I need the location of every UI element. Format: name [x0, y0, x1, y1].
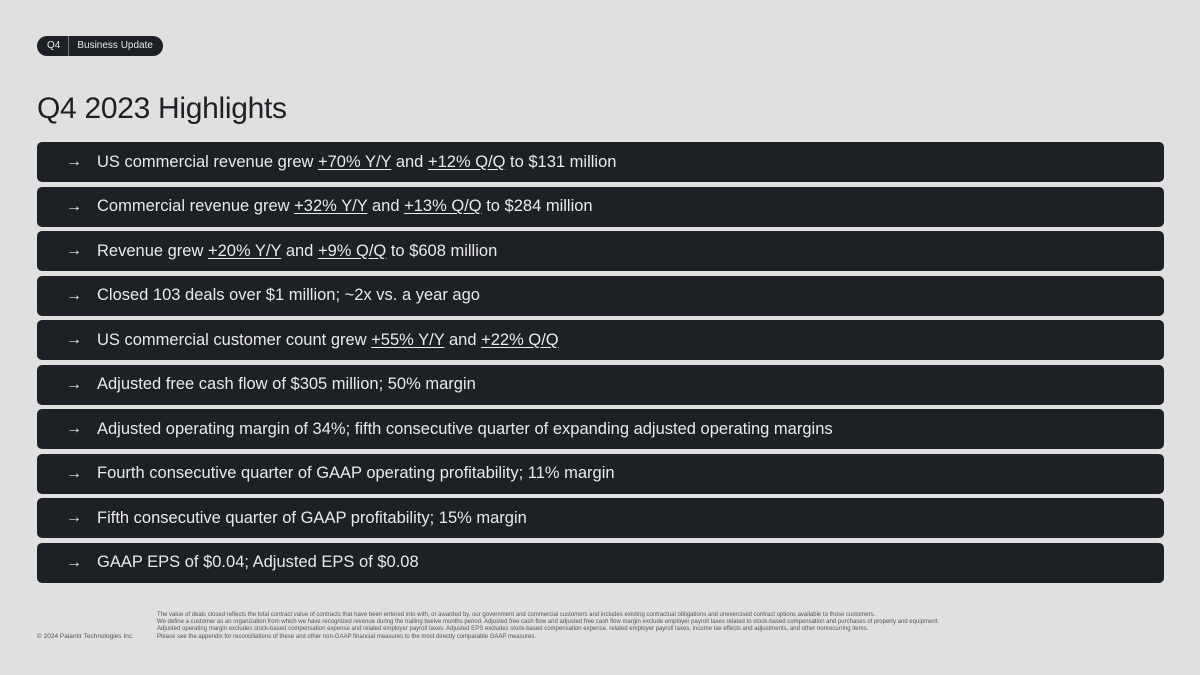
highlight-text	[82, 509, 527, 528]
arrow-right-icon: →	[66, 197, 82, 215]
footnote-line: Adjusted operating margin excludes stock-based compensation expense and related employer payroll taxes. Adjusted EPS excludes stock-based compensation expense, related employer payroll taxes, income tax effects and adjustments, and other nonrecurring items.	[157, 626, 869, 633]
highlight-text-part: and	[391, 152, 428, 171]
highlight-metric: +22% Q/Q	[481, 330, 559, 349]
arrow-right-icon: →	[66, 375, 82, 393]
highlight-metric: +32% Y/Y	[294, 197, 368, 215]
highlight-text-part: to $608 million	[386, 241, 498, 260]
highlight-text	[82, 420, 833, 439]
badge-quarter: Q4	[37, 36, 69, 56]
highlight-text	[82, 553, 419, 572]
highlight-text-part: US commercial customer count grew	[97, 330, 372, 349]
highlight-row	[37, 320, 1164, 360]
highlight-text-part: Closed 103 deals over $1 million; ~2x vs. a year ago	[97, 286, 480, 304]
footnotes	[157, 612, 1117, 641]
highlight-row	[37, 543, 1164, 583]
highlight-text-part: Adjusted free cash flow of $305 million; 50% margin	[97, 375, 476, 393]
highlight-metric: +12% Q/Q	[427, 152, 506, 171]
highlight-text-part: US commercial revenue grew	[97, 152, 318, 171]
highlight-row	[37, 187, 1164, 227]
arrow-right-icon: →	[66, 509, 82, 526]
arrow-right-icon: →	[66, 420, 82, 437]
highlight-text-part: to $131 million	[505, 152, 617, 171]
highlight-text	[82, 153, 616, 172]
arrow-right-icon: →	[66, 153, 82, 170]
highlight-metric: +13% Q/Q	[404, 197, 482, 215]
highlight-text	[82, 331, 559, 350]
badge-label: Business Update	[77, 40, 153, 51]
highlight-text-part: to $284 million	[481, 197, 593, 215]
highlight-text-part: Commercial revenue grew	[97, 197, 295, 215]
footnote-line: We define a customer as an organization from which we have recognized revenue during the trailing twelve months period. Adjusted free cash flow and adjusted free cash flow margin exclude employer payroll taxes related to stock-based compensation and purchases of property and equipment.	[157, 619, 939, 626]
arrow-right-icon: →	[66, 242, 82, 259]
highlight-metric: +9% Q/Q	[317, 241, 387, 260]
arrow-right-icon: →	[66, 331, 82, 348]
highlight-text-part: and	[367, 197, 405, 215]
highlight-text	[82, 197, 593, 216]
highlight-row	[37, 454, 1164, 494]
arrow-right-icon: →	[66, 286, 82, 304]
highlight-text	[82, 242, 497, 261]
highlight-metric: +55% Y/Y	[371, 330, 445, 349]
arrow-right-icon: →	[66, 464, 82, 482]
highlight-text-part: and	[444, 330, 482, 349]
highlight-row	[37, 276, 1164, 316]
footnote-line: Please see the appendix for reconciliations of these and other non-GAAP financial measures to the most directly comparable GAAP measures.	[157, 633, 536, 640]
highlight-row	[37, 365, 1164, 405]
highlight-metric: +20% Y/Y	[207, 241, 282, 260]
highlight-text-part: and	[281, 241, 318, 260]
highlight-row	[37, 409, 1164, 449]
arrow-right-icon: →	[66, 553, 82, 571]
highlight-text-part: GAAP EPS of $0.04; Adjusted EPS of $0.08	[97, 553, 419, 571]
highlight-text	[82, 286, 480, 305]
highlight-row	[37, 142, 1164, 182]
highlight-text	[82, 375, 476, 394]
highlights-list	[37, 142, 1164, 587]
highlight-metric: +70% Y/Y	[318, 152, 392, 171]
highlight-row	[37, 498, 1164, 538]
page-title: Q4 2023 Highlights	[37, 92, 287, 125]
footnote-line: The value of deals closed reflects the total contract value of contracts that have been entered into with, or awarded by, our government and commercial customers and includes existing contractual obligations and unexercised contract options available to those customers.	[157, 612, 876, 618]
highlight-text	[82, 464, 615, 483]
highlight-text-part: Fourth consecutive quarter of GAAP operating profitability; 11% margin	[97, 464, 615, 482]
copyright: © 2024 Palantir Technologies Inc.	[37, 633, 134, 640]
section-badge	[37, 36, 163, 56]
highlight-text-part: Revenue grew	[97, 241, 208, 260]
highlight-text-part: Adjusted operating margin of 34%; fifth consecutive quarter of expanding adjusted operating margins	[97, 419, 833, 438]
highlight-text-part: Fifth consecutive quarter of GAAP profitability; 15% margin	[97, 508, 527, 527]
highlight-row	[37, 231, 1164, 271]
